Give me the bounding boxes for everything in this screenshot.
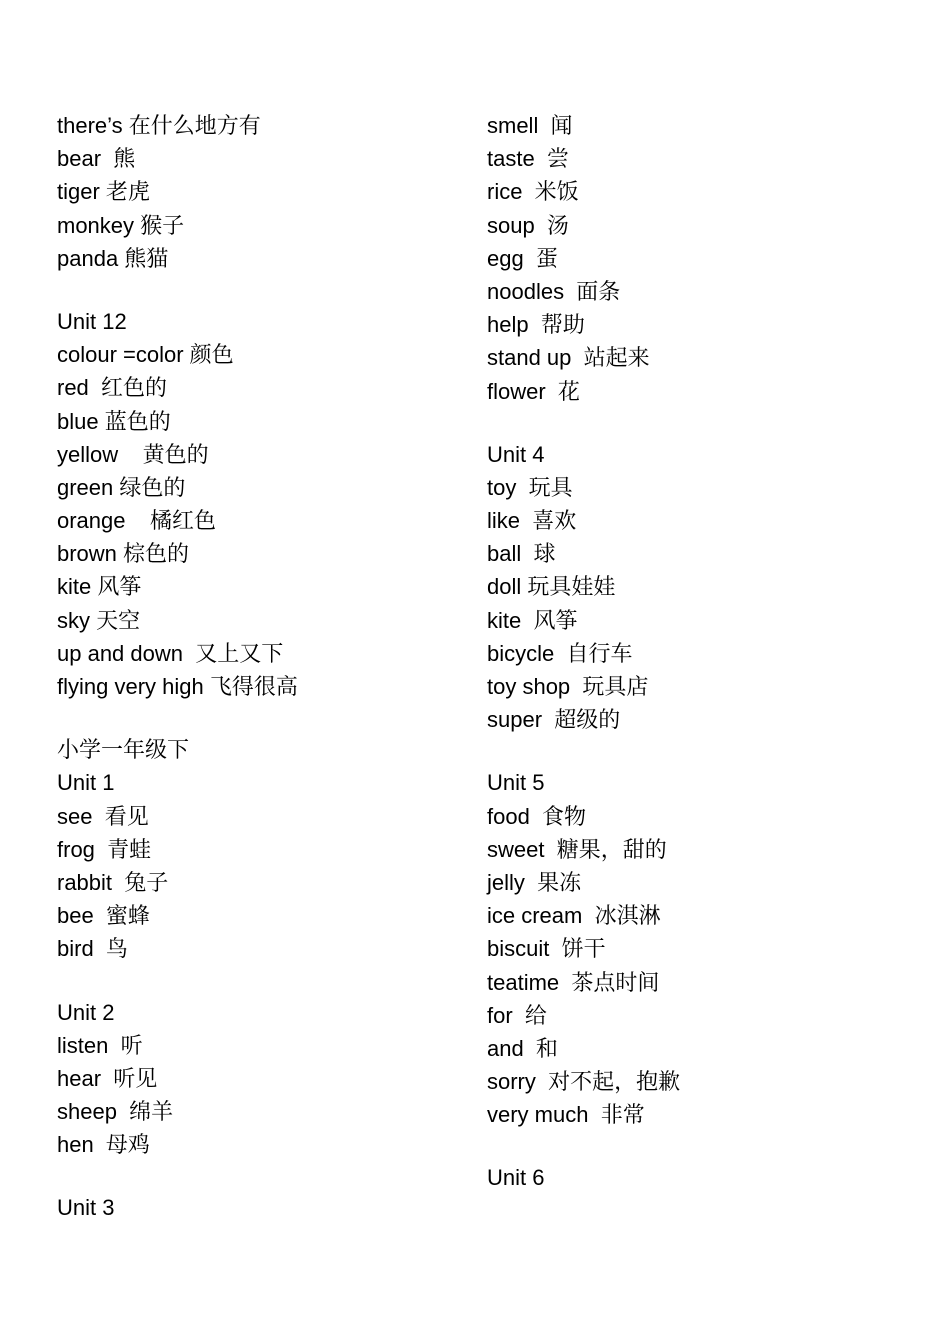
unit-heading: Unit 12	[57, 308, 127, 334]
vocab-line: sheep 绵羊	[57, 1099, 174, 1125]
vocab-line: doll 玩具娃娃	[487, 574, 616, 600]
vocab-line: biscuit 饼干	[487, 936, 606, 962]
vocab-line: bird 鸟	[57, 936, 128, 962]
vocab-line: egg 蛋	[487, 245, 558, 271]
vocab-block-unit-3-words	[487, 109, 927, 408]
vocab-line: rabbit 兔子	[57, 869, 169, 895]
vocab-line: colour =color 颜色	[57, 342, 234, 368]
vocab-line: jelly 果冻	[487, 869, 582, 895]
vocab-line: green 绿色的	[57, 474, 186, 500]
vocab-line: flying very high 飞得很高	[57, 674, 298, 699]
unit-heading: Unit 2	[57, 999, 115, 1025]
vocab-line: hear 听见	[57, 1065, 158, 1091]
vocab-line: sky 天空	[57, 607, 141, 633]
vocab-line: ice cream 冰淇淋	[487, 903, 661, 929]
vocab-line: see 看见	[57, 803, 149, 829]
vocab-block-unit-4	[487, 438, 927, 737]
vocab-line: flower 花	[487, 378, 580, 404]
block-spacer	[487, 1131, 927, 1161]
vocab-line: for 给	[487, 1002, 547, 1028]
vocab-line: kite 风筝	[57, 574, 142, 600]
left-column	[57, 109, 457, 1225]
vocab-line: panda 熊猫	[57, 245, 169, 271]
vocab-line: stand up 站起来	[487, 345, 650, 371]
vocab-line: taste 尝	[487, 146, 569, 172]
unit-heading: Unit 1	[57, 770, 115, 796]
vocab-line: bear 熊	[57, 146, 136, 172]
block-spacer	[487, 408, 927, 438]
vocab-line: bee 蜜蜂	[57, 903, 150, 929]
vocab-line: noodles 面条	[487, 278, 621, 304]
vocab-line: bicycle 自行车	[487, 640, 633, 666]
vocab-line: sweet 糖果，甜的	[487, 836, 667, 862]
vocab-line: soup 汤	[487, 212, 569, 238]
right-column	[487, 109, 927, 1195]
vocab-block-unit-12	[57, 305, 457, 703]
block-spacer	[487, 736, 927, 766]
unit-heading: Unit 5	[487, 770, 545, 796]
vocab-line: help 帮助	[487, 312, 585, 338]
vocab-line: there’s 在什么地方有	[57, 113, 261, 138]
vocab-line: yellow 黄色的	[57, 441, 209, 467]
vocab-line: like 喜欢	[487, 508, 577, 534]
vocab-line: smell 闻	[487, 113, 573, 138]
vocab-line: tiger 老虎	[57, 179, 150, 205]
vocab-line: toy shop 玩具店	[487, 674, 649, 699]
vocab-block-animals	[57, 109, 457, 275]
vocab-line: sorry 对不起，抱歉	[487, 1069, 681, 1095]
unit-heading: Unit 3	[57, 1195, 115, 1221]
vocab-line: kite 风筝	[487, 607, 578, 633]
vocab-line: frog 青蛙	[57, 836, 152, 862]
vocab-block-grade1-unit-1	[57, 733, 457, 965]
section-heading: 小学一年级下	[57, 737, 190, 763]
block-spacer	[57, 1161, 457, 1191]
vocab-line: rice 米饭	[487, 179, 579, 205]
unit-heading: Unit 4	[487, 441, 545, 467]
vocab-block-unit-2	[57, 996, 457, 1162]
block-spacer	[57, 966, 457, 996]
vocab-line: listen 听	[57, 1032, 143, 1058]
vocab-line: monkey 猴子	[57, 212, 185, 238]
vocab-block-unit-6	[487, 1161, 927, 1194]
unit-heading: Unit 6	[487, 1165, 545, 1191]
vocab-block-unit-3	[57, 1191, 457, 1224]
block-spacer	[57, 275, 457, 305]
vocab-line: super 超级的	[487, 707, 621, 733]
vocab-line: teatime 茶点时间	[487, 969, 660, 995]
vocab-line: and 和	[487, 1035, 558, 1061]
vocab-line: red 红色的	[57, 375, 168, 401]
block-spacer	[57, 703, 457, 733]
vocab-line: blue 蓝色的	[57, 408, 171, 434]
vocab-line: up and down 又上又下	[57, 640, 284, 666]
vocab-line: food 食物	[487, 803, 587, 829]
vocab-line: toy 玩具	[487, 474, 573, 500]
vocab-line: hen 母鸡	[57, 1132, 150, 1158]
vocab-line: brown 棕色的	[57, 541, 190, 567]
vocab-line: very much 非常	[487, 1102, 645, 1128]
vocab-block-unit-5	[487, 766, 927, 1131]
vocab-line: orange 橘红色	[57, 508, 216, 534]
vocab-line: ball 球	[487, 541, 556, 567]
